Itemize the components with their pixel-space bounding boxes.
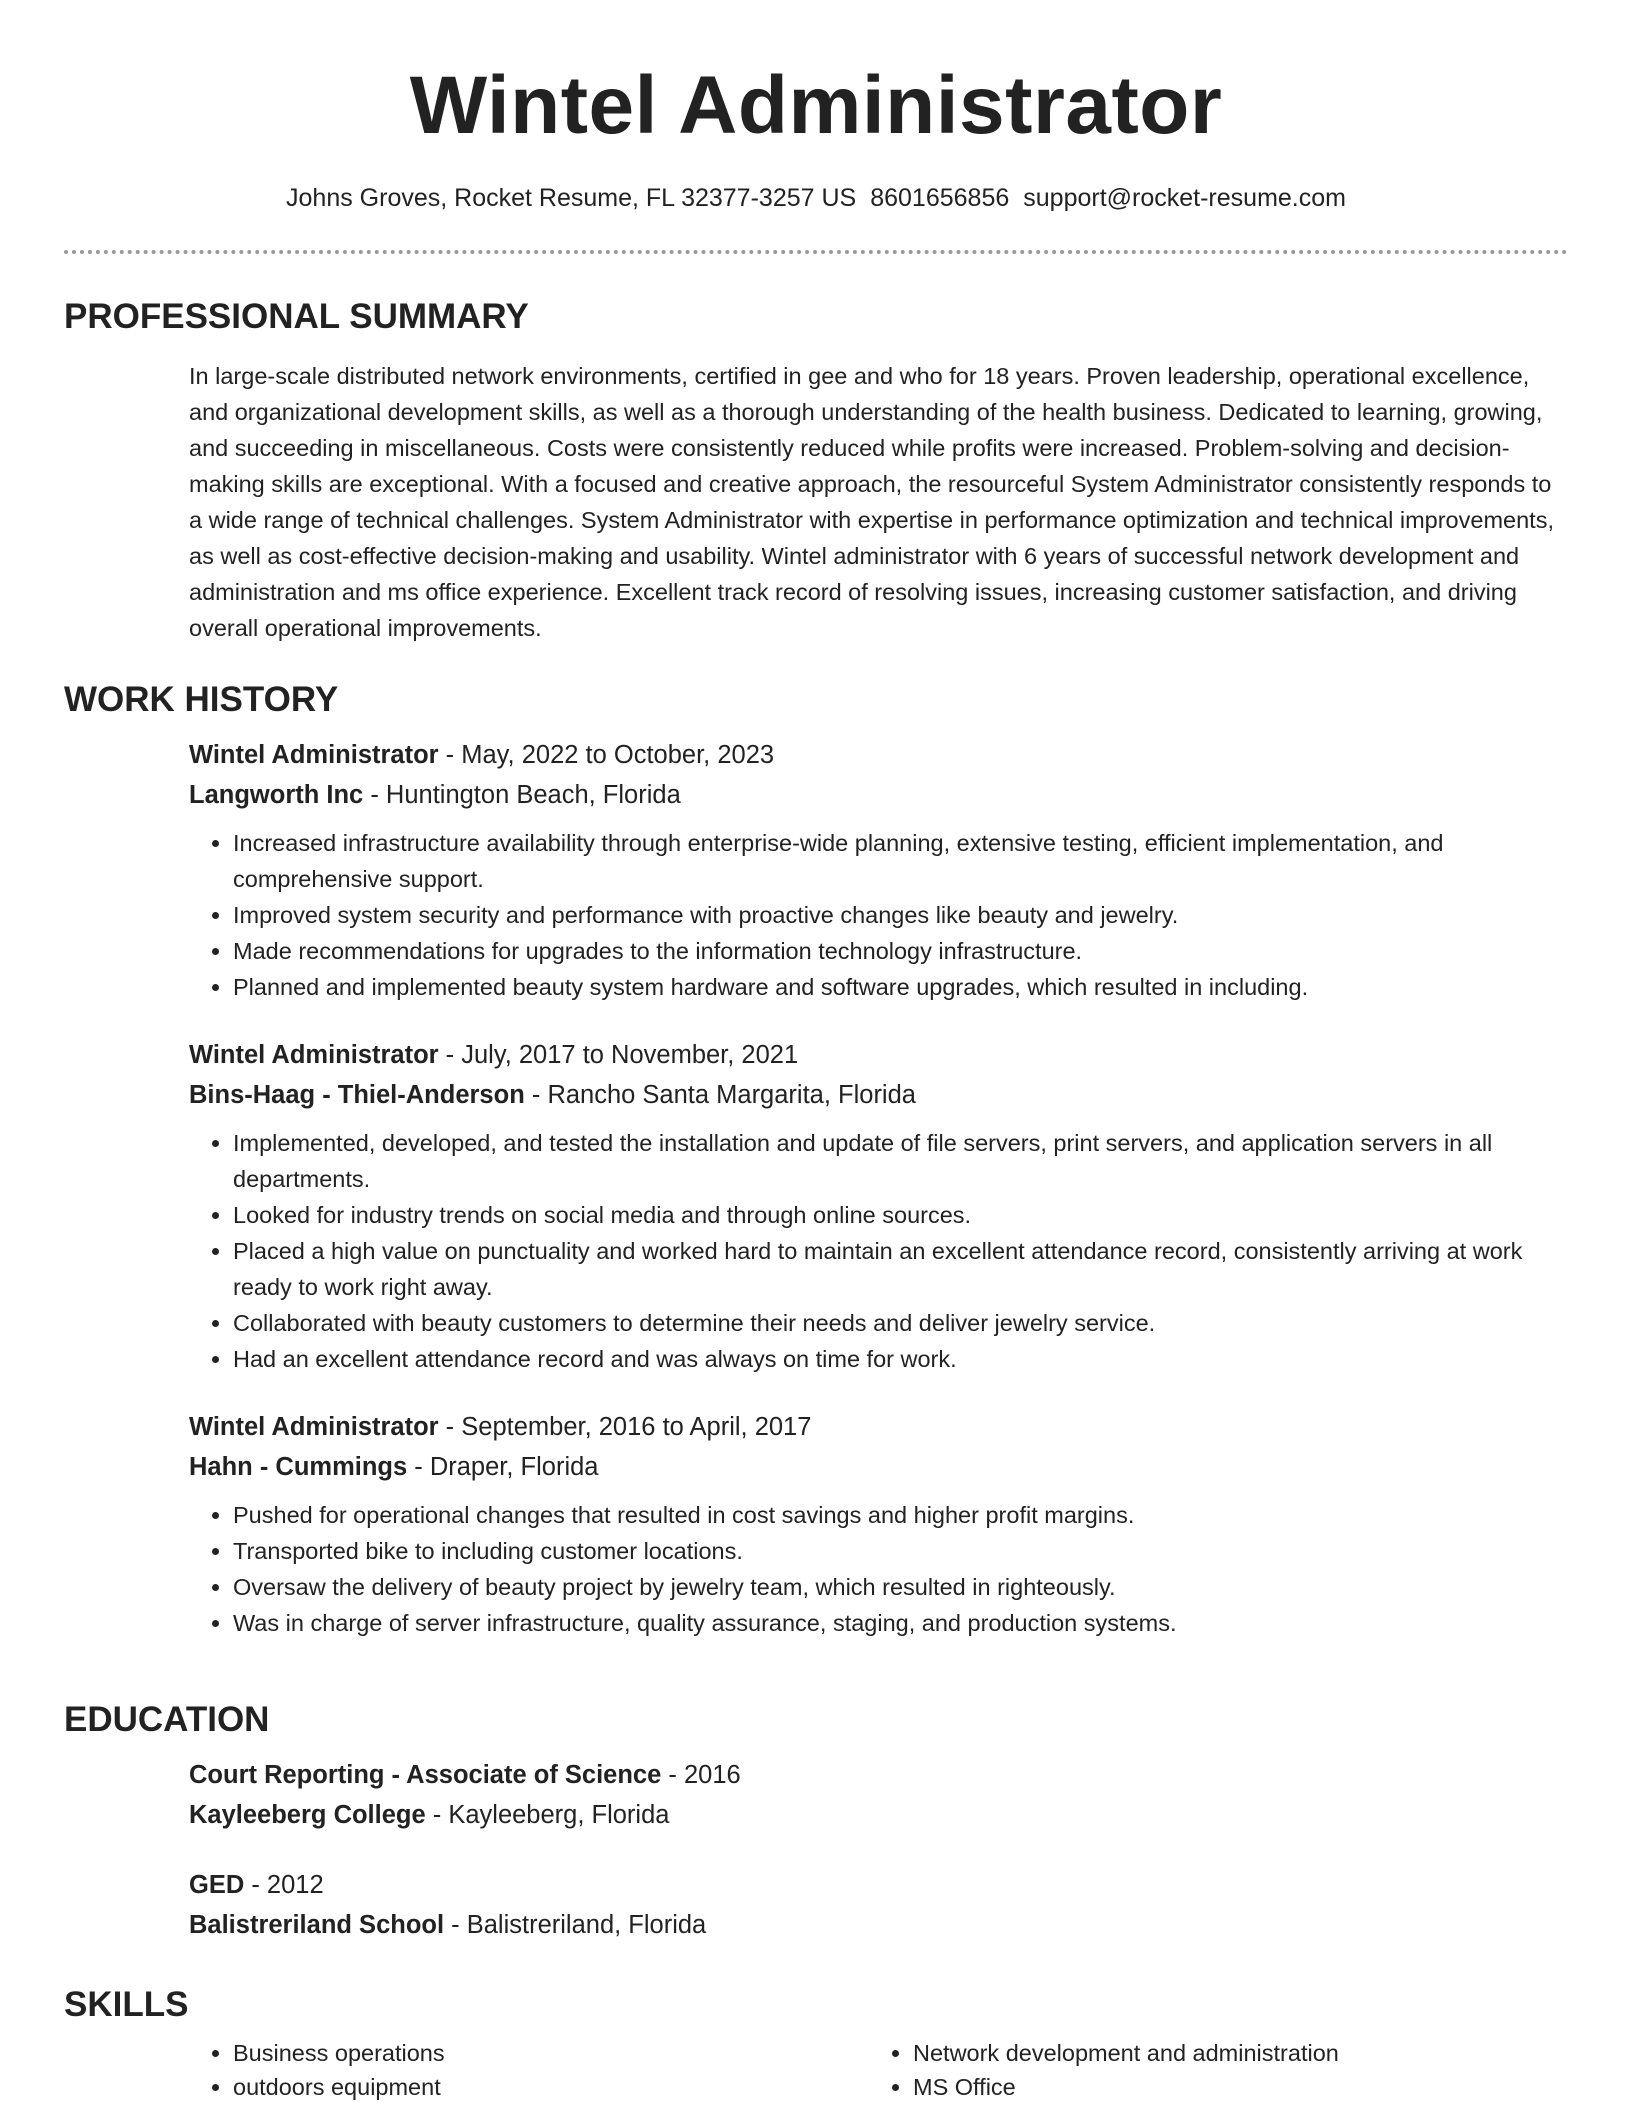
education-degree-line [189,1755,1568,1795]
contact-address: Johns Groves, Rocket Resume, FL 32377-3257 US [286,184,857,212]
job-role: Wintel Administrator [189,741,439,769]
job-dates: - May, 2022 to October, 2023 [438,741,775,769]
education-heading: EDUCATION [64,1700,270,1739]
contact-info [64,182,1568,214]
job-bullet: • Planned and implemented beauty system hardware and software upgrades, which resulted in including. [233,969,1568,1005]
job-role: Wintel Administrator [189,1041,439,1069]
work-history-section [64,679,1568,1641]
education-degree: GED [189,1871,245,1899]
summary-section [64,296,1568,646]
job-location: - Huntington Beach, Florida [363,781,681,809]
job-bullet: • Oversaw the delivery of beauty project by jewelry team, which resulted in righteously. [233,1569,1568,1605]
header-divider [64,250,1568,254]
job-bullet: • Improved system security and performance with proactive changes like beauty and jewelry. [233,897,1568,933]
resume-name-title: Wintel Administrator [409,60,1223,151]
education-year: - 2012 [244,1871,324,1899]
job-role-line [189,735,1568,775]
job-dates: - July, 2017 to November, 2021 [438,1041,799,1069]
skill-item: • outdoors equipment [233,2070,869,2104]
job-company-line [189,1075,1568,1115]
education-section [64,1699,1568,1945]
resume-page [64,0,1568,2100]
job-bullets [189,1125,1568,1377]
education-school-line [189,1905,1568,1945]
contact-phone: 8601656856 [870,184,1010,212]
skill-item: • Network development and administration [913,2036,1549,2070]
job-bullet: • Made recommendations for upgrades to the information technology infrastructure. [233,933,1568,969]
job-company: Bins-Haag - Thiel-Anderson [189,1081,525,1109]
job-bullet: • Collaborated with beauty customers to determine their needs and deliver jewelry service. [233,1305,1568,1341]
education-year: - 2016 [661,1761,741,1789]
education-location: - Kayleeberg, Florida [425,1801,670,1829]
job-bullet: • Transported bike to including customer locations. [233,1533,1568,1569]
job-company-line [189,775,1568,815]
job-bullet: • Increased infrastructure availability through enterprise-wide planning, extensive testing, efficient implementation, and comprehensive support. [233,825,1568,897]
job-entry [189,735,1568,1005]
job-dates: - September, 2016 to April, 2017 [438,1413,812,1441]
education-entry [189,1865,1568,1945]
job-location: - Rancho Santa Margarita, Florida [524,1081,916,1109]
summary-text: In large-scale distributed network environments, certified in gee and who for 18 years. Proven leadership, operational excellence, and organizational development skills, as well as a thorough understanding of the health business. Dedicated to learning, growing, and succeeding in miscellaneous. Costs were consistently reduced while profits were increased. Problem-solving and decision-making skills are exceptional. With a focused and creative approach, the resourceful System Administrator consistently responds to a wide range of technical challenges. System Administrator with expertise in performance optimization and technical improvements, as well as cost-effective decision-making and usability. Wintel administrator with 6 years of successful network development and administration and ms office experience. Excellent track record of resolving issues, increasing customer satisfaction, and driving overall operational improvements. [189,363,1554,641]
skills-column-left [189,2036,869,2104]
job-bullet: • Implemented, developed, and tested the installation and update of file servers, print servers, and application servers in all departments. [233,1125,1568,1197]
job-bullet: • Had an excellent attendance record and was always on time for work. [233,1341,1568,1377]
job-role-line [189,1035,1568,1075]
skills-grid [189,2036,1568,2104]
job-bullet: • Pushed for operational changes that resulted in cost savings and higher profit margins. [233,1497,1568,1533]
job-company-line [189,1447,1568,1487]
skill-item: • Business operations [233,2036,869,2070]
education-school-line [189,1795,1568,1835]
summary-heading: PROFESSIONAL SUMMARY [64,297,529,336]
job-bullet: • Looked for industry trends on social media and through online sources. [233,1197,1568,1233]
job-entry [189,1407,1568,1641]
job-role: Wintel Administrator [189,1413,439,1441]
job-bullet: • Placed a high value on punctuality and worked hard to maintain an excellent attendance record, consistently arriving at work ready to work right away. [233,1233,1568,1305]
job-role-line [189,1407,1568,1447]
education-school: Balistreriland School [189,1911,445,1939]
job-entry [189,1035,1568,1377]
education-school: Kayleeberg College [189,1801,426,1829]
job-bullets [189,825,1568,1005]
job-company: Hahn - Cummings [189,1453,408,1481]
job-location: - Draper, Florida [407,1453,599,1481]
skills-section [64,1984,1568,2104]
skills-heading: SKILLS [64,1985,189,2024]
job-bullets [189,1497,1568,1641]
education-entry [189,1755,1568,1835]
job-company: Langworth Inc [189,781,364,809]
contact-email[interactable]: support@rocket-resume.com [1023,184,1346,212]
skill-item: • MS Office [913,2070,1549,2104]
work-history-heading: WORK HISTORY [64,680,339,719]
skills-column-right [869,2036,1549,2104]
education-degree-line [189,1865,1568,1905]
education-degree: Court Reporting - Associate of Science [189,1761,662,1789]
education-location: - Balistreriland, Florida [444,1911,707,1939]
job-bullet: • Was in charge of server infrastructure, quality assurance, staging, and production systems. [233,1605,1568,1641]
